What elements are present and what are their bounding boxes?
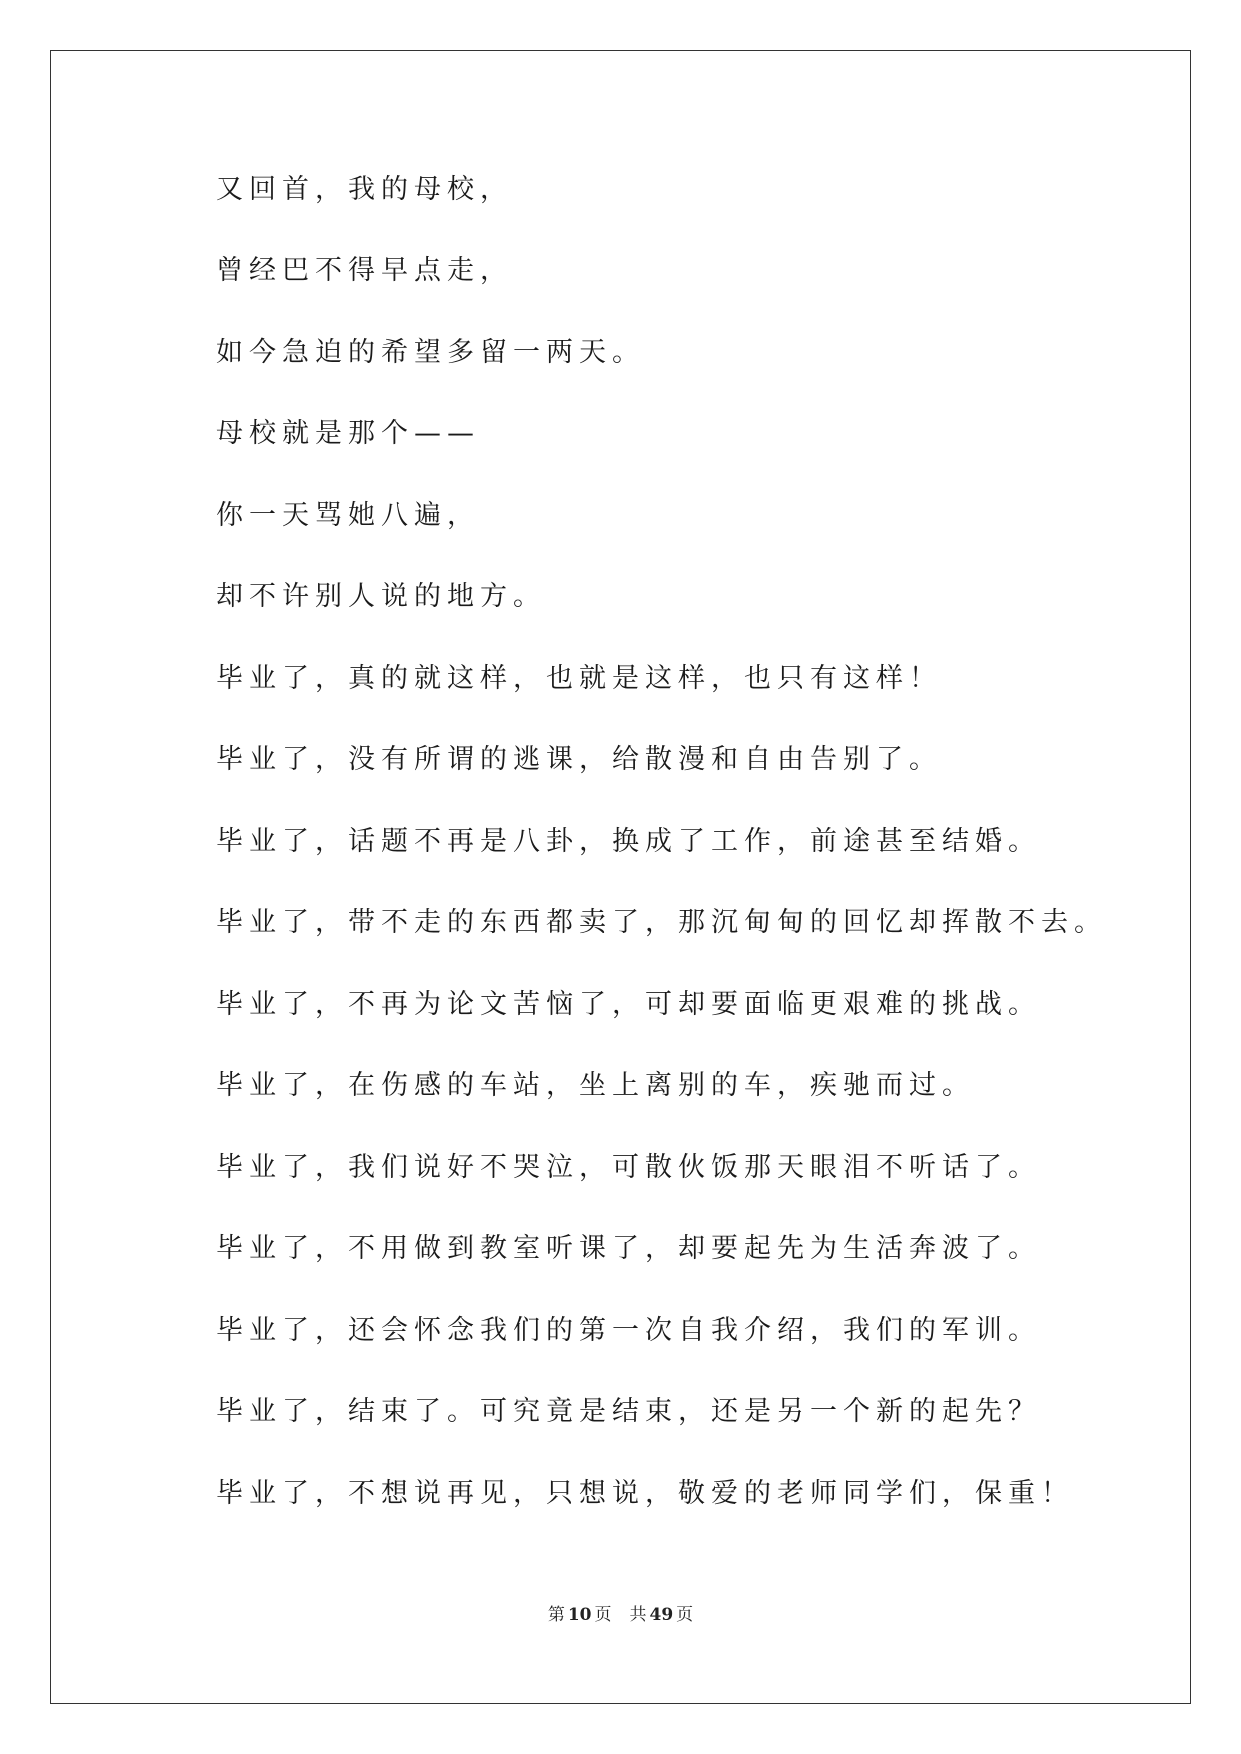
page-suffix: 页	[594, 1605, 612, 1625]
text-line: 毕业了，结束了。可究竟是结束，还是另一个新的起先？	[216, 1396, 1041, 1427]
text-line: 却不许别人说的地方。	[216, 581, 546, 612]
text-line: 毕业了，在伤感的车站，坐上离别的车，疾驰而过。	[216, 1070, 975, 1101]
text-line: 毕业了，不再为论文苦恼了，可却要面临更艰难的挑战。	[216, 989, 1041, 1020]
text-line: 毕业了，还会怀念我们的第一次自我介绍，我们的军训。	[216, 1315, 1041, 1346]
text-line: 毕业了，不想说再见，只想说，敬爱的老师同学们，保重！	[216, 1478, 1074, 1509]
text-line: 毕业了，真的就这样，也就是这样，也只有这样！	[216, 663, 942, 694]
text-line: 毕业了，不用做到教室听课了，却要起先为生活奔波了。	[216, 1233, 1041, 1264]
page-footer	[0, 1600, 1241, 1625]
page-number: 10	[567, 1605, 592, 1625]
text-line: 母校就是那个——	[216, 418, 480, 449]
text-line: 毕业了，没有所谓的逃课，给散漫和自由告别了。	[216, 744, 942, 775]
page-border	[50, 50, 1191, 1704]
total-prefix: 共	[629, 1605, 647, 1625]
text-line: 曾经巴不得早点走，	[216, 255, 513, 286]
text-line: 你一天骂她八遍，	[216, 500, 480, 531]
text-line: 如今急迫的希望多留一两天。	[216, 337, 645, 368]
total-pages: 49	[649, 1605, 674, 1625]
total-suffix: 页	[676, 1605, 694, 1625]
text-line: 毕业了，带不走的东西都卖了，那沉甸甸的回忆却挥散不去。	[216, 907, 1107, 938]
page-prefix: 第	[547, 1605, 565, 1625]
text-line: 毕业了，话题不再是八卦，换成了工作，前途甚至结婚。	[216, 826, 1041, 857]
text-line: 毕业了，我们说好不哭泣，可散伙饭那天眼泪不听话了。	[216, 1152, 1041, 1183]
text-line: 又回首，我的母校，	[216, 174, 513, 205]
